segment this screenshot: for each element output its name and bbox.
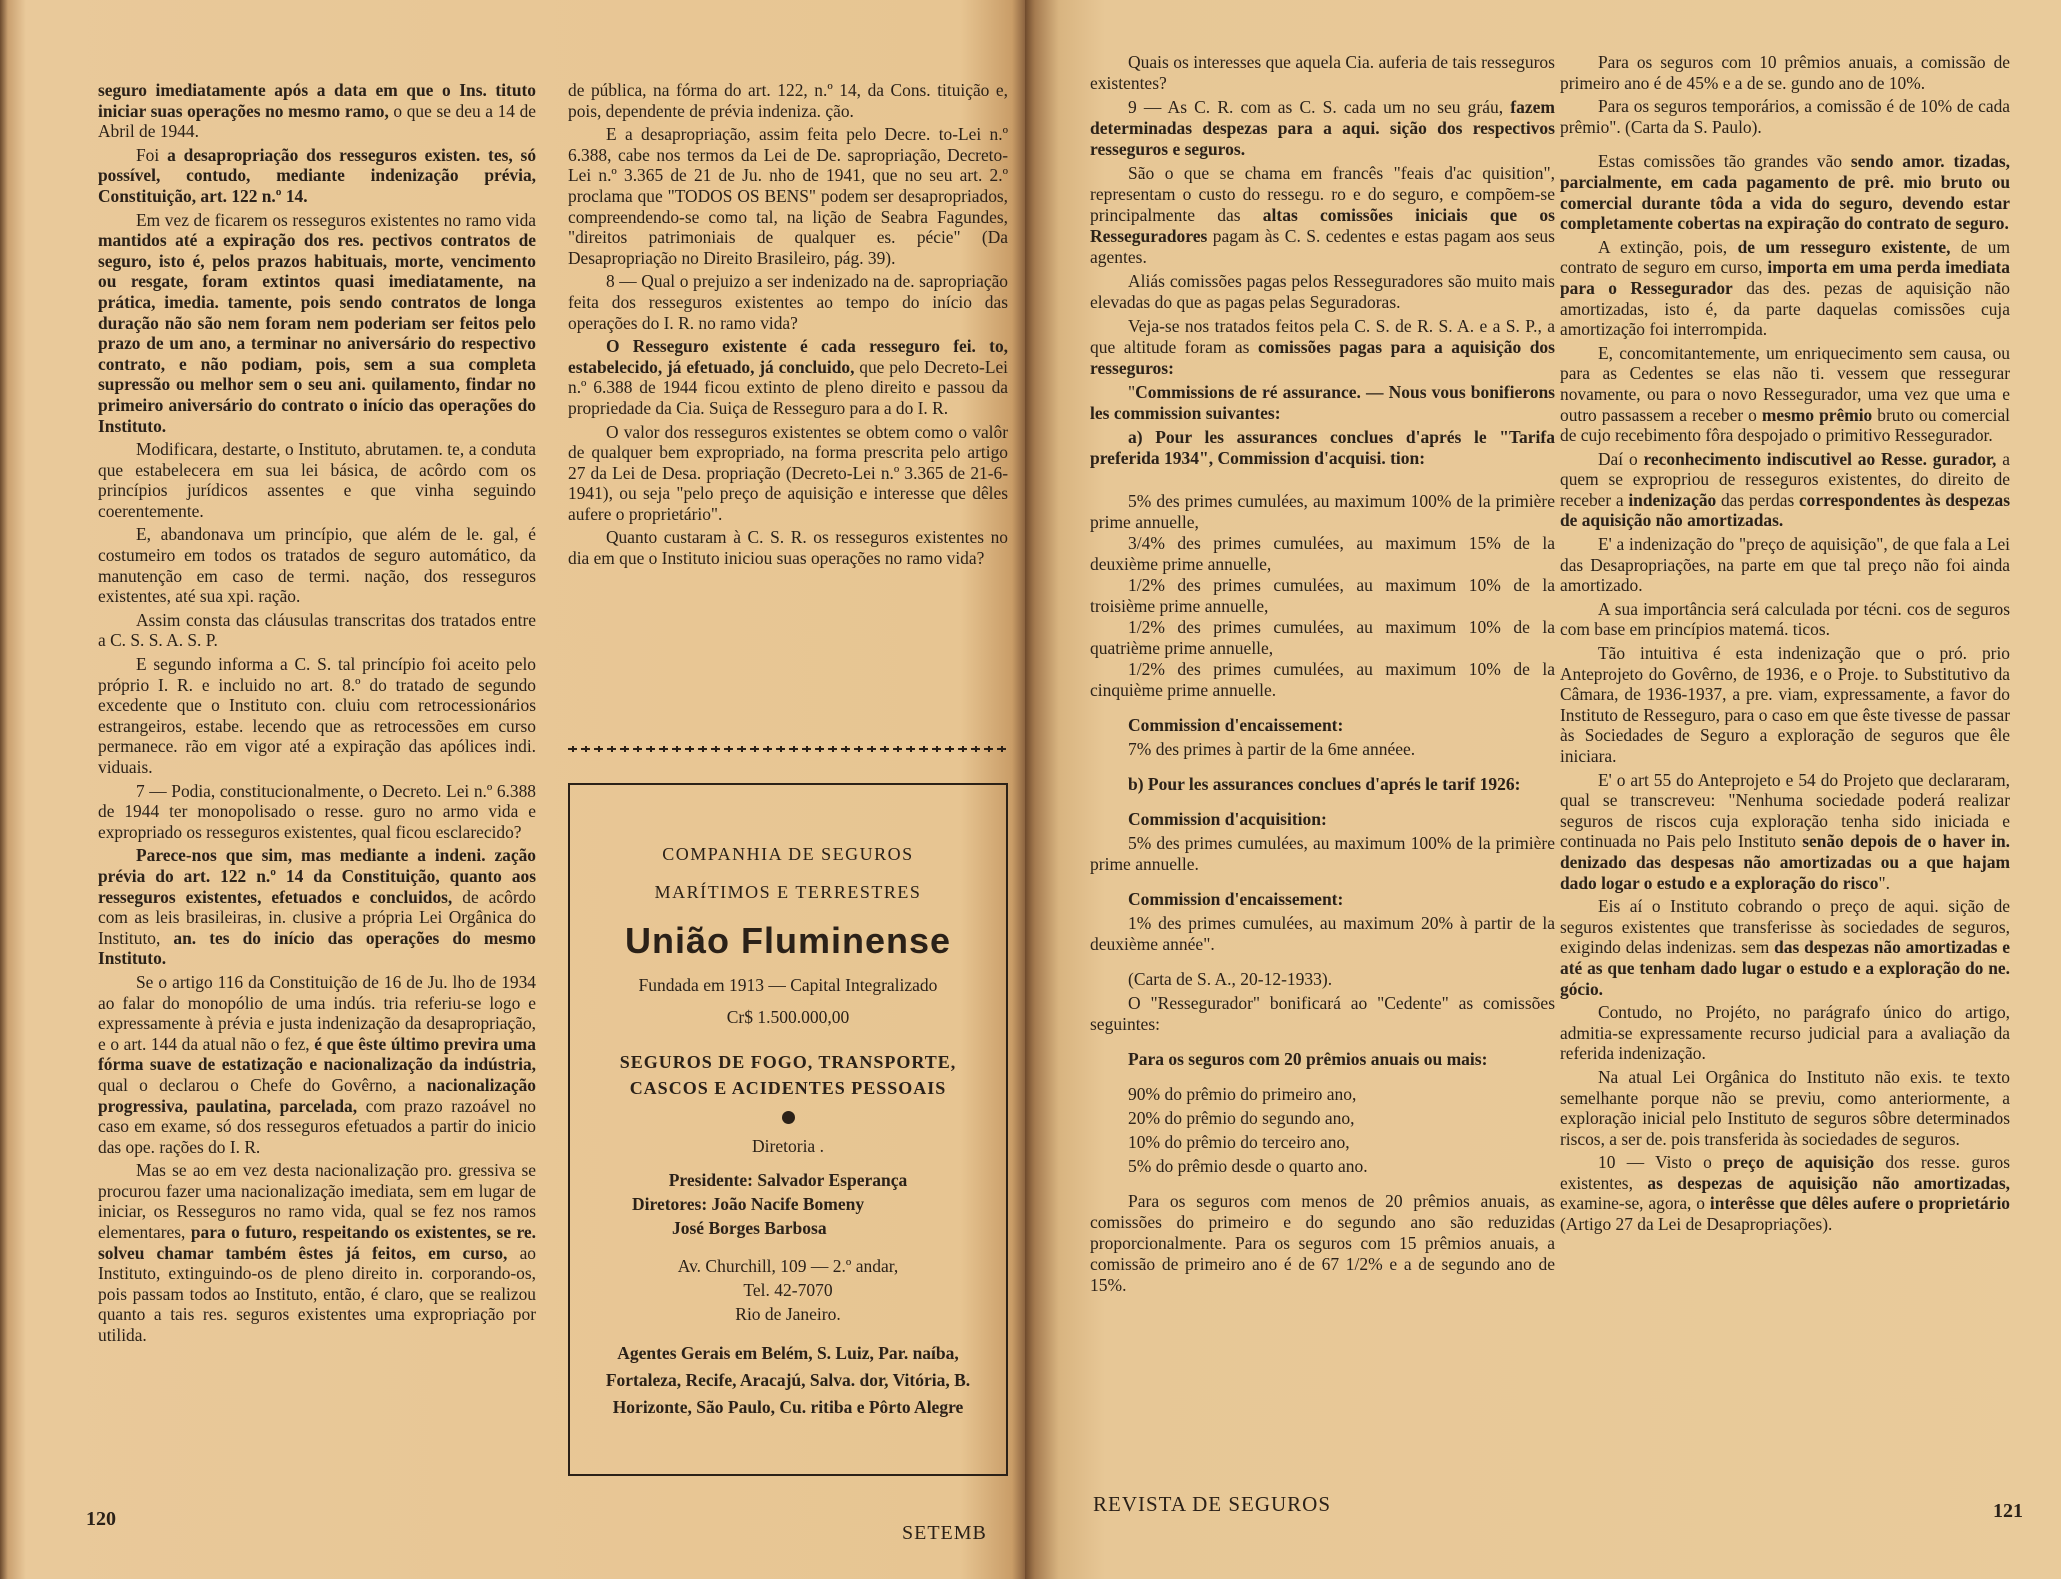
paragraph: E, concomitantemente, um enriquecimento sem causa, ou para as Cedentes se elas não ti. vessem que ressegurar novamente, ou para o novo Ressegurador, uma vez que uma e outro passassem a receber o mesmo prêmio bruto ou comercial de cujo recebimento fôra despojado o primitivo Ressegurador. <box>1560 342 2010 446</box>
paragraph: Na atual Lei Orgânica do Instituto não exis. te texto semelhante porque não se previu, como anteriormente, a exploração inicial pelo Instituto de seguros sôbre determinados riscos, a ser de. pois transferida às sociedades de seguros. <box>1560 1066 2010 1149</box>
paragraph: O valor dos resseguros existentes se obtem como o valôr de qualquer bem expropriado, na forma prescrita pelo artigo 27 da Lei de Desa. propriação (Decreto-Lei n.º 3.365 de 21-6-1941), ou seja "pelo preço de aquisição e interesse que dêles aufere o proprietário". <box>568 421 1008 524</box>
paragraph: A sua importância será calculada por técni. cos de seguros com base em princípios matemá. ticos. <box>1560 598 2010 640</box>
advertisement-uniao-fluminense <box>568 783 1008 1476</box>
ad-founded: Fundada em 1913 — Capital Integralizado <box>638 975 938 995</box>
commission-list <box>1090 491 1555 701</box>
ad-lines-1: SEGUROS DE FOGO, TRANSPORTE, <box>619 1052 957 1072</box>
paragraph: Contudo, no Projéto, no parágrafo único do artigo, admitia-se expressamente recurso judicial para a avaliação da referida indenização. <box>1560 1002 2010 1064</box>
paragraph: (Carta de S. A., 20-12-1933). <box>1128 969 1333 989</box>
paragraph: Quais os interesses que aquela Cia. auferia de tais resseguros existentes? <box>1090 52 1555 93</box>
page-number-right: 121 <box>1993 1500 2023 1522</box>
right-column-2 <box>1560 52 2010 1238</box>
paragraph: E' a indenização do "preço de aquisição", de que fala a Lei das Desapropriações, na parte em que tal preço não foi ainda amortizado. <box>1560 534 2010 596</box>
ad-company-line-1: COMPANHIA DE SEGUROS <box>662 844 914 864</box>
list-item: 1/2% des primes cumulées, au maximum 10% de la cinquième prime annuelle. <box>1090 659 1555 700</box>
paragraph: 20% do prêmio do segundo ano, <box>1128 1108 1355 1128</box>
paragraph: E, abandonava um princípio, que além de le. gal, é costumeiro em todos os tratados de seguro automático, da manutenção em caso de termi. nação, dos resseguros existentes, até sua xpi. ração. <box>98 524 536 607</box>
paragraph: Veja-se nos tratados feitos pela C. S. de R. S. A. e a S. P., a que altitude foram as comissões pagas para a aquisição dos resseguros: <box>1090 316 1555 378</box>
ad-board-title: Diretoria . <box>752 1136 824 1156</box>
ad-address-1: Av. Churchill, 109 — 2.º andar, <box>677 1256 899 1276</box>
paragraph: a) Pour les assurances conclues d'aprés le "Tarifa preferida 1934", Commission d'acquisi. tion: <box>1090 427 1555 468</box>
paragraph: Commission d'encaissement: <box>1128 889 1344 909</box>
left-page <box>0 0 1025 1579</box>
page-number-left: 120 <box>86 1508 116 1530</box>
paragraph: 8 — Qual o prejuizo a ser indenizado na de. sapropriação feita dos resseguros existentes ao tempo do início das operações do I. R. no ramo vida? <box>568 271 1008 333</box>
paragraph: São o que se chama em francês "feais d'ac quisition", representam o custo do ressegu. ro e do seguro, e compõem-se principalmente das altas comissões iniciais que os Resseguradores pagam às C. S. cedentes e estas pagam aos seus agentes. <box>1090 163 1555 267</box>
paragraph: b) Pour les assurances conclues d'aprés le tarif 1926: <box>1128 774 1521 794</box>
ad-directors-1: Diretores: João Nacife Bomeny <box>632 1194 865 1214</box>
paragraph: Para os seguros temporários, a comissão é de 10% de cada prêmio". (Carta da S. Paulo). <box>1560 96 2010 137</box>
left-column-1 <box>98 80 536 1349</box>
paragraph: 7 — Podia, constitucionalmente, o Decreto. Lei n.º 6.388 de 1944 ter monopolisado o resse. guro no armo vida e expropriado os resseguros existentes, qual ficou esclarecido? <box>98 780 536 842</box>
paragraph: Commission d'encaissement: <box>1128 715 1344 735</box>
list-item: 3/4% des primes cumulées, au maximum 15% de la deuxième prime annuelle, <box>1090 533 1555 574</box>
right-column-1 <box>1090 52 1555 1299</box>
ad-company-line-2: MARÍTIMOS E TERRESTRES <box>654 882 922 902</box>
paragraph: 5% des primes cumulées, au maximum 100% de la primière prime annuelle. <box>1090 833 1555 874</box>
paragraph: Em vez de ficarem os resseguros existentes no ramo vida mantidos até a expiração dos res. pectivos contratos de seguro, isto é, pelos prazos habituais, morte, vencimento ou resgate, foram extintos quasi imediatamente, na prática, imedia. tamente, pois sendo contratos de longa duração não são nem foram nem poderiam ser feitos pelo prazo de um ano, a terminar no aniversário do respectivo contrato, e não podiam, pois, sem a sua completa supressão ou melhor sem o seu ani. quilamento, findar no primeiro aniversário do contrato o início das operações do Instituto. <box>98 209 536 436</box>
paragraph: "Commissions de ré assurance. — Nous vous bonifierons les commission suivantes: <box>1090 382 1555 423</box>
paragraph: O "Ressegurador" bonificará ao "Cedente" as comissões seguintes: <box>1090 993 1555 1034</box>
paragraph: Modificara, destarte, o Instituto, abrutamen. te, a conduta que estabelecera em sua lei básica, de acôrdo com os princípios jurídicos assentes e que vinha seguindo coerentemente. <box>98 439 536 521</box>
paragraph: Estas comissões tão grandes vão sendo amor. tizadas, parcialmente, em cada pagamento de prê. mio bruto ou comercial durante tôda a vida do seguro, devendo estar completamente cobertas na expiração do contrato de seguro. <box>1560 151 2011 234</box>
paragraph: E' o art 55 do Anteprojeto e 54 do Projeto que declararam, qual se transcreveu: "Nenhuma sociedade poderá realizar seguros de riscos cuja exploração tenha sido iniciada e continuada no Pais pelo Instituto senão depois de o haver in. denizado das despesas não amortizadas ou a que hajam dado logar o estudo e a exploração do risco". <box>1560 769 2010 893</box>
paragraph: 1% des primes cumulées, au maximum 20% à partir de la deuxième année". <box>1090 913 1555 954</box>
paragraph: seguro imediatamente após a data em que o Ins. tituto iniciar suas operações no mesmo ramo, o que se deu a 14 de Abril de 1944. <box>98 80 537 142</box>
paragraph: E segundo informa a C. S. tal princípio foi aceito pelo próprio I. R. e incluido no art. 8.º do tratado de segundo excedente que o Instituto con. cluiu com retrocessionários estrangeiros, estabe. lecendo que as retrocessões em curso permanece. rão em vigor até a expiração das apólices indi. viduais. <box>98 654 536 777</box>
paragraph: Se o artigo 116 da Constituição de 16 de Ju. lho de 1934 ao falar do monopólio de uma indús. tria referiu-se logo e expressamente à prévia e justa indenização da desapropriação, e o art. 144 da atual não o fez, é que êste último previra uma fórma suave de estatização e nacionalização da indústria, qual o declarou o Chefe do Govêrno, a nacionalização progressiva, paulatina, parcelada, com prazo razoável no caso em exame, só dos resseguros efetuados a partir do inicio das ope. rações do I. R. <box>98 971 537 1157</box>
paragraph: Daí o reconhecimento indiscutivel ao Resse. gurador, a quem se expropriou de resseguros existentes, do direito de receber a indenização das perdas correspondentes às despezas de aquisição não amortizadas. <box>1560 448 2010 531</box>
paragraph: Assim consta das cláusulas transcritas dos tratados entre a C. S. S. A. S. P. <box>98 609 536 651</box>
list-item: 5% des primes cumulées, au maximum 100% de la primière prime annuelle, <box>1090 491 1555 532</box>
right-page <box>1025 0 2061 1579</box>
paragraph: O Resseguro existente é cada resseguro fei. to, estabelecido, já efetuado, já concluido, que pelo Decreto-Lei n.º 6.388 de 1944 ficou extinto de pleno direito e passou da propriedade da Cia. Suiça de Resseguro para a do I. R. <box>568 336 1009 418</box>
ad-lines-2: CASCOS E ACIDENTES PESSOAIS <box>629 1078 947 1098</box>
ad-directors-2: José Borges Barbosa <box>672 1218 827 1238</box>
paragraph: de pública, na fórma do art. 122, n.º 14, da Cons. tituição e, pois, dependente de prévia indeniza. ção. <box>568 80 1008 121</box>
ad-capital: Cr$ 1.500.000,00 <box>726 1007 850 1027</box>
paragraph: Quanto custaram à C. S. R. os resseguros existentes no dia em que o Instituto iniciou suas operações no ramo vida? <box>568 527 1008 569</box>
ad-brand-logo: União Fluminense <box>624 920 952 961</box>
paragraph: E a desapropriação, assim feita pelo Decre. to-Lei n.º 6.388, cabe nos termos da Lei de De. sapropriação, Decreto-Lei n.º 3.365 de 21 de Ju. nho de 1941, que no seu art. 2.º proclama que "TODOS OS BENS" podem ser desapropriados, compreendendo-se como tal, na lição de Seabra Fagundes, "direitos patrimoniais de qualquer es. pécie" (Da Desapropriação no Direito Brasileiro, pág. 39). <box>568 124 1008 268</box>
list-item: 1/2% des primes cumulées, au maximum 10% de la troisième prime annuelle, <box>1090 575 1555 616</box>
paragraph: Tão intuitiva é esta indenização que o pró. prio Anteprojeto do Govêrno, de 1936, e o Proje. to Substitutivo da Câmara, de 1936-1937, a pre. viam, expressamente, a favor do Instituto de Resseguro, para o caso em que êste tivesse de passar às Sociedades de Seguro a exploração de seguros que êle iniciara. <box>1560 643 2010 766</box>
paragraph: Parece-nos que sim, mas mediante a indeni. zação prévia do art. 122 n.º 14 da Constituição, quanto aos resseguros existentes, efetuados e concluidos, de acôrdo com as leis brasileiras, in. clusive a própria Lei Orgânica do Instituto, an. tes do início das operações do mesmo Instituto. <box>98 845 536 969</box>
footer-left: SETEMB <box>902 1522 987 1544</box>
ad-address-2: Tel. 42-7070 <box>743 1280 833 1300</box>
paragraph: 7% des primes à partir de la 6me annéee. <box>1128 739 1416 759</box>
paragraph: Foi a desapropriação dos resseguros existen. tes, só possível, contudo, mediante indenização prévia, Constituição, art. 122 n.º 14. <box>98 144 537 206</box>
paragraph: 5% do prêmio desde o quarto ano. <box>1128 1156 1368 1176</box>
ad-agents: Agentes Gerais em Belém, S. Luiz, Par. naíba, Fortaleza, Recife, Aracajú, Salva. dor, Vitória, B. Horizonte, São Paulo, Cu. ritiba e Pôrto Alegre <box>605 1343 971 1417</box>
paragraph: A extinção, pois, de um resseguro existente, de um contrato de seguro em curso, importa em uma perda imediata para o Ressegurador das des. pezas de aquisição não amortizadas, isto é, da parte daquelas comissões cuja amortização foi interrompida. <box>1560 236 2010 340</box>
ad-president: Presidente: Salvador Esperança <box>668 1170 908 1190</box>
paragraph: 10% do prêmio do terceiro ano, <box>1128 1132 1350 1152</box>
paragraph: Mas se ao em vez desta nacionalização pro. gressiva se procurou fazer uma nacionalização imediata, sem em lugar de iniciar, os Resseguros no ramo vida, qual se fez nos ramos elementares, para o futuro, respeitando os existentes, se re. solveu chamar também êstes já feitos, em curso, ao Instituto, extinguindo-os de pleno direito in. corporando-os, pois passam todos ao Instituto, então, é claro, que se realizou quanto a tais res. seguros existentes uma expropriação por utilida. <box>98 1160 536 1346</box>
paragraph: Para os seguros com menos de 20 prêmios anuais, as comissões do primeiro e do segundo ano são reduzidas proporcionalmente. Para os seguros com 15 prêmios anuais, a comissão de primeiro ano é de 67 1/2% e a de segundo ano de 15%. <box>1090 1191 1555 1295</box>
ad-address-3: Rio de Janeiro. <box>735 1304 841 1324</box>
paragraph: 90% do prêmio do primeiro ano, <box>1128 1084 1357 1104</box>
paragraph: 10 — Visto o preço de aquisição dos resse. guros existentes, as despezas de aquisição não amortizadas, examine-se, agora, o interêsse que dêles aufere o proprietário (Artigo 27 da Lei de Desapropriações). <box>1560 1152 2011 1235</box>
paragraph: Eis aí o Instituto cobrando o preço de aqui. sição de seguros existentes que transferisse às sociedades de seguros, exigindo delas indenizas. sem das despezas não amortizadas e até as que tenham dado lugar o estudo e a exploração do ne. gócio. <box>1560 896 2010 999</box>
left-column-2 <box>568 80 1008 572</box>
paragraph: Aliás comissões pagas pelos Resseguradores são muito mais elevadas do que as pagas pelas Seguradoras. <box>1090 271 1555 312</box>
list-item: 1/2% des primes cumulées, au maximum 10% de la quatrième prime annuelle, <box>1090 617 1555 658</box>
paragraph: Para os seguros com 20 prêmios anuais ou mais: <box>1128 1049 1488 1069</box>
footer-right: REVISTA DE SEGUROS <box>1093 1492 1332 1516</box>
bullet-dot-icon <box>782 1111 795 1124</box>
paragraph: Para os seguros com 10 prêmios anuais, a comissão de primeiro ano é de 45% e a de se. gundo ano de 10%. <box>1560 52 2010 93</box>
ornament-divider <box>568 744 1008 754</box>
paragraph: Commission d'acquisition: <box>1128 809 1327 829</box>
paragraph: 9 — As C. R. com as C. S. cada um no seu gráu, fazem determinadas despezas para a aqui. sição dos respectivos resseguros e seguros. <box>1090 97 1555 159</box>
